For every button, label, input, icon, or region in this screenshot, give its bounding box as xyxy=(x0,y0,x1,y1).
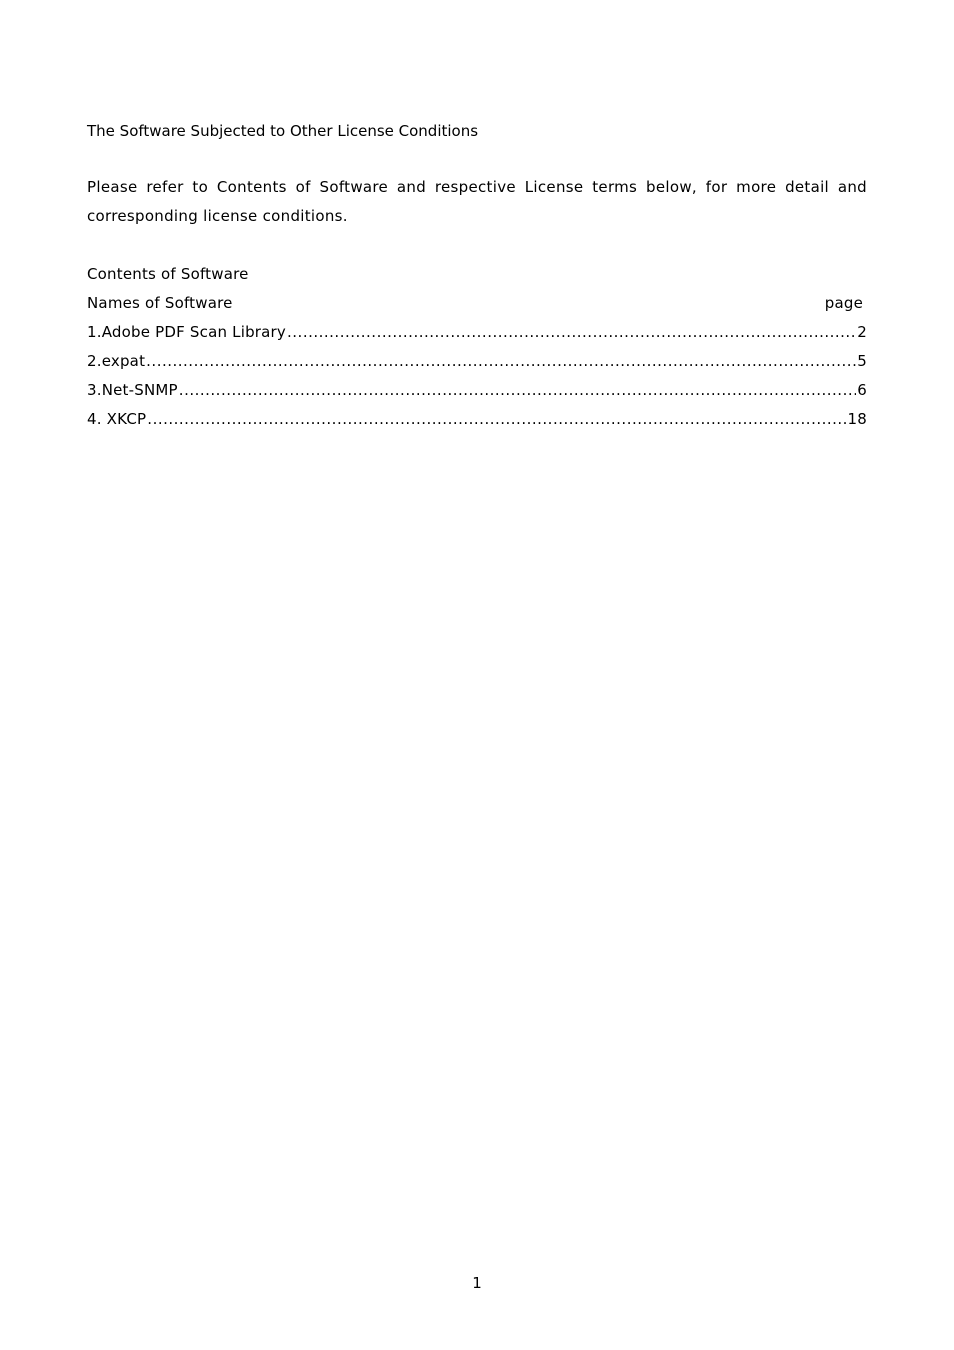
toc-entry-name: 1.Adobe PDF Scan Library xyxy=(87,323,287,341)
toc-entry-name: 4. XKCP xyxy=(87,410,147,428)
toc-entry-page: 5 xyxy=(857,352,867,370)
document-page xyxy=(87,0,867,1350)
toc-entry xyxy=(87,318,867,347)
contents-heading: Contents of Software xyxy=(87,265,249,283)
intro-paragraph: Please refer to Contents of Software and respective License terms below, for more detail and corresponding license conditions. xyxy=(87,178,867,225)
toc-dot-leader xyxy=(146,347,856,376)
toc-entry xyxy=(87,376,867,405)
toc-header-page: page xyxy=(824,294,863,312)
document-title: The Software Subjected to Other License Conditions xyxy=(87,122,479,140)
toc-entry-name: 2.expat xyxy=(87,352,146,370)
toc-entry-page: 18 xyxy=(847,410,867,428)
toc-dot-leader xyxy=(287,318,856,347)
toc-entry xyxy=(87,347,867,376)
toc-entry-page: 2 xyxy=(857,323,867,341)
page-number: 1 xyxy=(472,1274,482,1292)
toc-entry-name: 3.Net-SNMP xyxy=(87,381,178,399)
table-of-contents xyxy=(87,289,867,434)
toc-entry-page: 6 xyxy=(857,381,867,399)
toc-dot-leader xyxy=(147,405,846,434)
toc-dot-leader xyxy=(179,376,856,405)
toc-header xyxy=(87,289,867,318)
toc-header-name: Names of Software xyxy=(87,294,233,312)
toc-entry xyxy=(87,405,867,434)
